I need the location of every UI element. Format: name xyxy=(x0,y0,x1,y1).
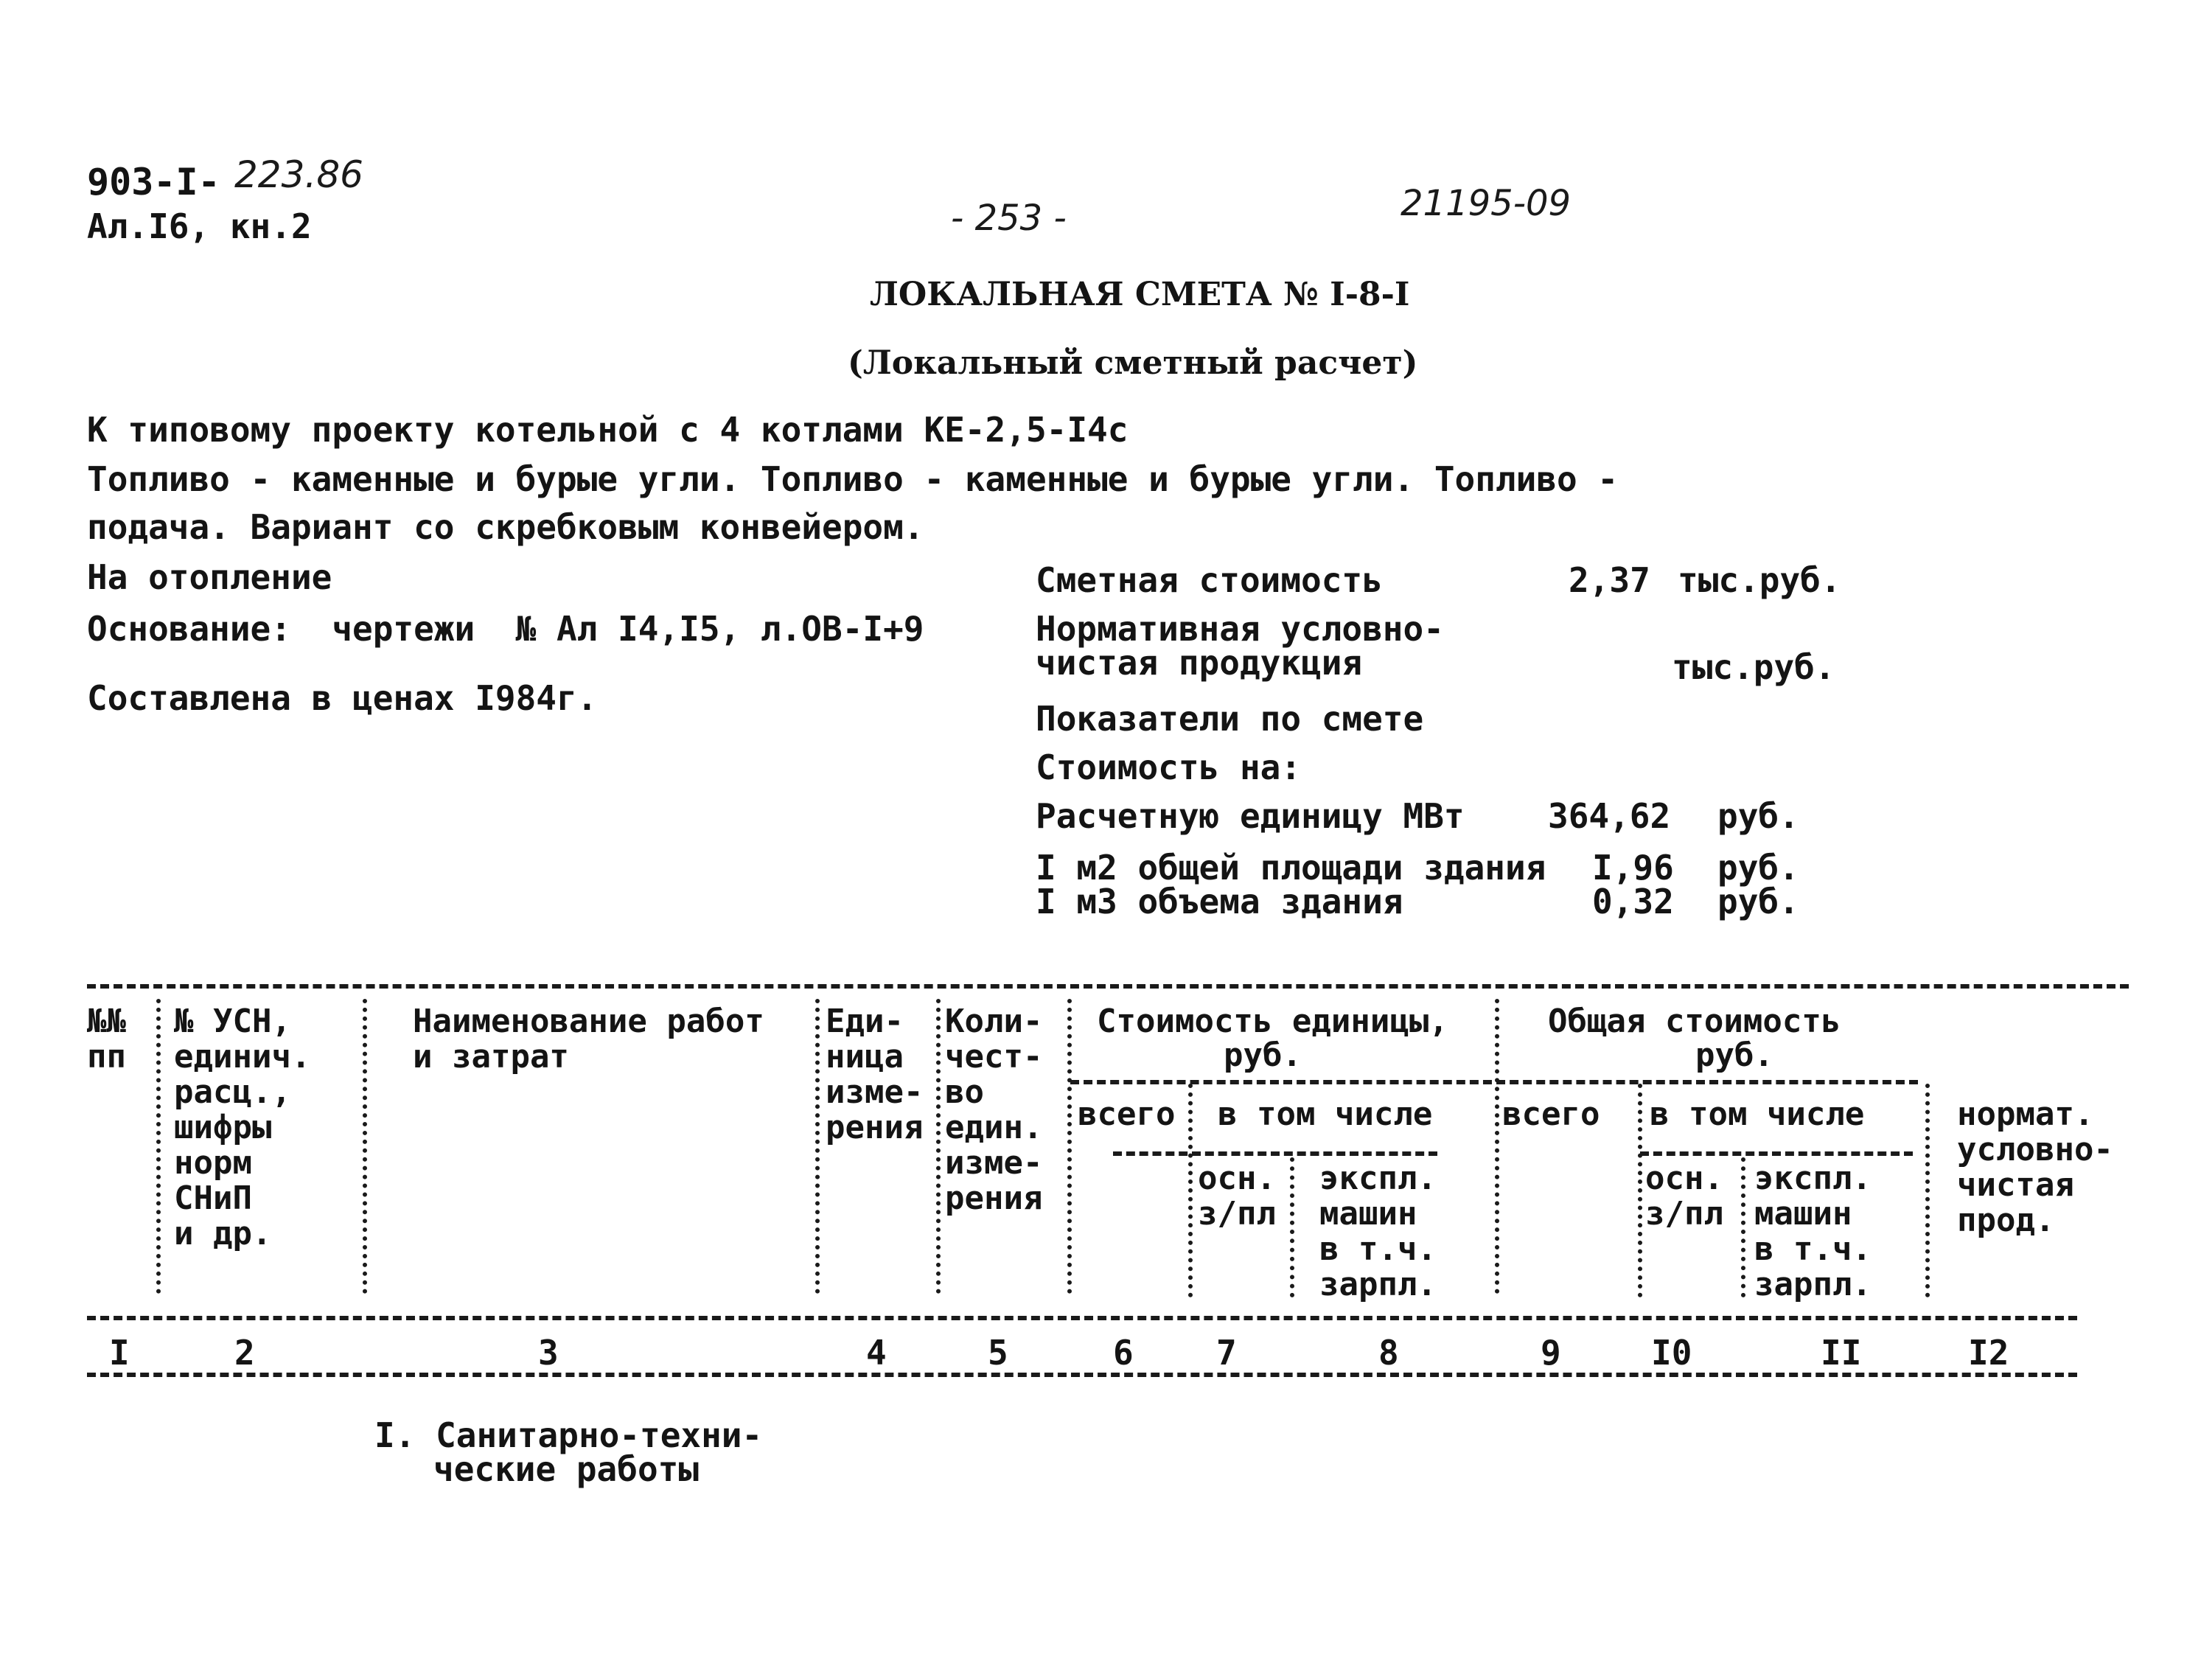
header-unit-incl: в том числе xyxy=(1218,1095,1433,1133)
intro-basis: Основание: чертежи № Ал I4,I5, л.ОВ-I+9 xyxy=(87,609,924,649)
col-number: 2 xyxy=(234,1333,255,1373)
header-bottom-rule xyxy=(87,1316,2077,1320)
cost-per-mw-value: 364,62 xyxy=(1548,796,1671,836)
normative-label-1: Нормативная условно- xyxy=(1036,609,1444,649)
cost-on-label: Стоимость на: xyxy=(1036,747,1302,787)
col-sep-4 xyxy=(936,999,941,1294)
cost-per-m2-unit: руб. xyxy=(1717,848,1799,888)
header-unit-eksp: экспл. машин в т.ч. зарпл. xyxy=(1319,1160,1437,1303)
col-sep-3 xyxy=(815,999,820,1294)
col-number: 5 xyxy=(988,1333,1008,1373)
intro-prices: Составлена в ценах I984г. xyxy=(87,678,598,718)
col-sep-7 xyxy=(1290,1157,1294,1297)
normative-unit: тыс.руб. xyxy=(1672,647,1835,687)
header-unit-cost-rub: руб. xyxy=(1224,1036,1302,1074)
col-number: I2 xyxy=(1968,1333,2009,1373)
col-number: 8 xyxy=(1378,1333,1399,1373)
header-col-2: № УСН, единич. расц., шифры норм СНиП и др. xyxy=(174,1003,311,1252)
document-subtitle: (Локальный сметный расчет) xyxy=(848,344,1418,382)
col-number: 7 xyxy=(1216,1333,1237,1373)
album-reference: Ал.I6, кн.2 xyxy=(87,206,312,246)
intro-project: К типовому проекту котельной с 4 котлами КЕ-2,5-I4с xyxy=(87,410,1129,450)
column-numbers-rule xyxy=(87,1373,2077,1377)
col-sep-1 xyxy=(156,999,161,1294)
col-sep-6 xyxy=(1188,1084,1193,1297)
unit-cost-incl-rule xyxy=(1113,1151,1437,1156)
estimated-cost-label: Сметная стоимость xyxy=(1036,560,1383,600)
header-unit-all: всего xyxy=(1078,1095,1176,1133)
section-title-line-2: ческие работы xyxy=(433,1449,700,1489)
cost-per-m3-label: I м3 объема здания xyxy=(1036,882,1403,921)
estimated-cost-unit: тыс.руб. xyxy=(1678,560,1841,600)
col-sep-2 xyxy=(363,999,367,1294)
col-sep-11 xyxy=(1925,1084,1930,1297)
intro-purpose: На отопление xyxy=(87,557,332,597)
estimated-cost-value: 2,37 xyxy=(1569,560,1650,600)
header-total-eksp: экспл. машин в т.ч. зарпл. xyxy=(1754,1160,1872,1303)
col-number: I0 xyxy=(1651,1333,1692,1373)
header-unit-cost: Стоимость единицы, xyxy=(1097,1003,1448,1040)
cost-per-m3-unit: руб. xyxy=(1717,882,1799,921)
header-col-5: Коли- чест- во един. изме- рения xyxy=(945,1003,1043,1217)
cost-per-mw-label: Расчетную единицу МВт xyxy=(1036,796,1465,836)
col-number: 9 xyxy=(1541,1333,1561,1373)
col-number: 4 xyxy=(866,1333,887,1373)
col-number: 3 xyxy=(538,1333,559,1373)
intro-variant: подача. Вариант со скребковым конвейером. xyxy=(87,507,924,547)
col-sep-8 xyxy=(1495,999,1499,1294)
header-normative: нормат. условно- чистая прод. xyxy=(1957,1095,2113,1239)
col-number: II xyxy=(1821,1333,1862,1373)
section-title-line-1: I. Санитарно-техни- xyxy=(374,1415,763,1455)
cost-per-m2-label: I м2 общей площади здания xyxy=(1036,848,1546,888)
header-total-all: всего xyxy=(1502,1095,1600,1133)
subheader-rule xyxy=(1070,1080,1918,1084)
cost-per-m3-value: 0,32 xyxy=(1592,882,1674,921)
header-total-cost-rub: руб. xyxy=(1695,1036,1773,1074)
col-sep-9 xyxy=(1638,1084,1642,1297)
header-total-osn: осн. з/пл xyxy=(1645,1160,1723,1233)
cost-per-mw-unit: руб. xyxy=(1717,796,1799,836)
normative-label-2: чистая продукция xyxy=(1036,643,1363,683)
header-total-cost: Общая стоимость xyxy=(1548,1003,1841,1040)
table-top-rule xyxy=(87,984,2129,989)
header-unit-osn: осн. з/пл xyxy=(1198,1160,1276,1233)
cost-per-m2-value: I,96 xyxy=(1592,848,1674,888)
stamp-code-handwritten: 223.86 xyxy=(234,153,363,196)
header-col-1: №№ пп xyxy=(87,1003,126,1076)
header-total-incl: в том числе xyxy=(1650,1095,1865,1133)
document-number-handwritten: 21195-09 xyxy=(1401,183,1572,224)
document-title: ЛОКАЛЬНАЯ СМЕТА № I-8-I xyxy=(870,276,1410,313)
total-cost-incl-rule xyxy=(1640,1151,1913,1156)
stamp-code: 903-I- xyxy=(87,161,220,203)
indicators-title: Показатели по смете xyxy=(1036,699,1424,739)
header-col-3: Наименование работ и затрат xyxy=(413,1003,764,1076)
header-col-4: Еди- ница изме- рения xyxy=(826,1003,924,1146)
intro-fuel: Топливо - каменные и бурые угли. Топливо - каменные и бурые угли. Топливо - xyxy=(87,459,1619,499)
col-sep-5 xyxy=(1067,999,1072,1294)
col-sep-10 xyxy=(1741,1157,1745,1297)
col-number: 6 xyxy=(1113,1333,1134,1373)
page-number: - 253 - xyxy=(951,198,1067,239)
col-number: I xyxy=(109,1333,130,1373)
